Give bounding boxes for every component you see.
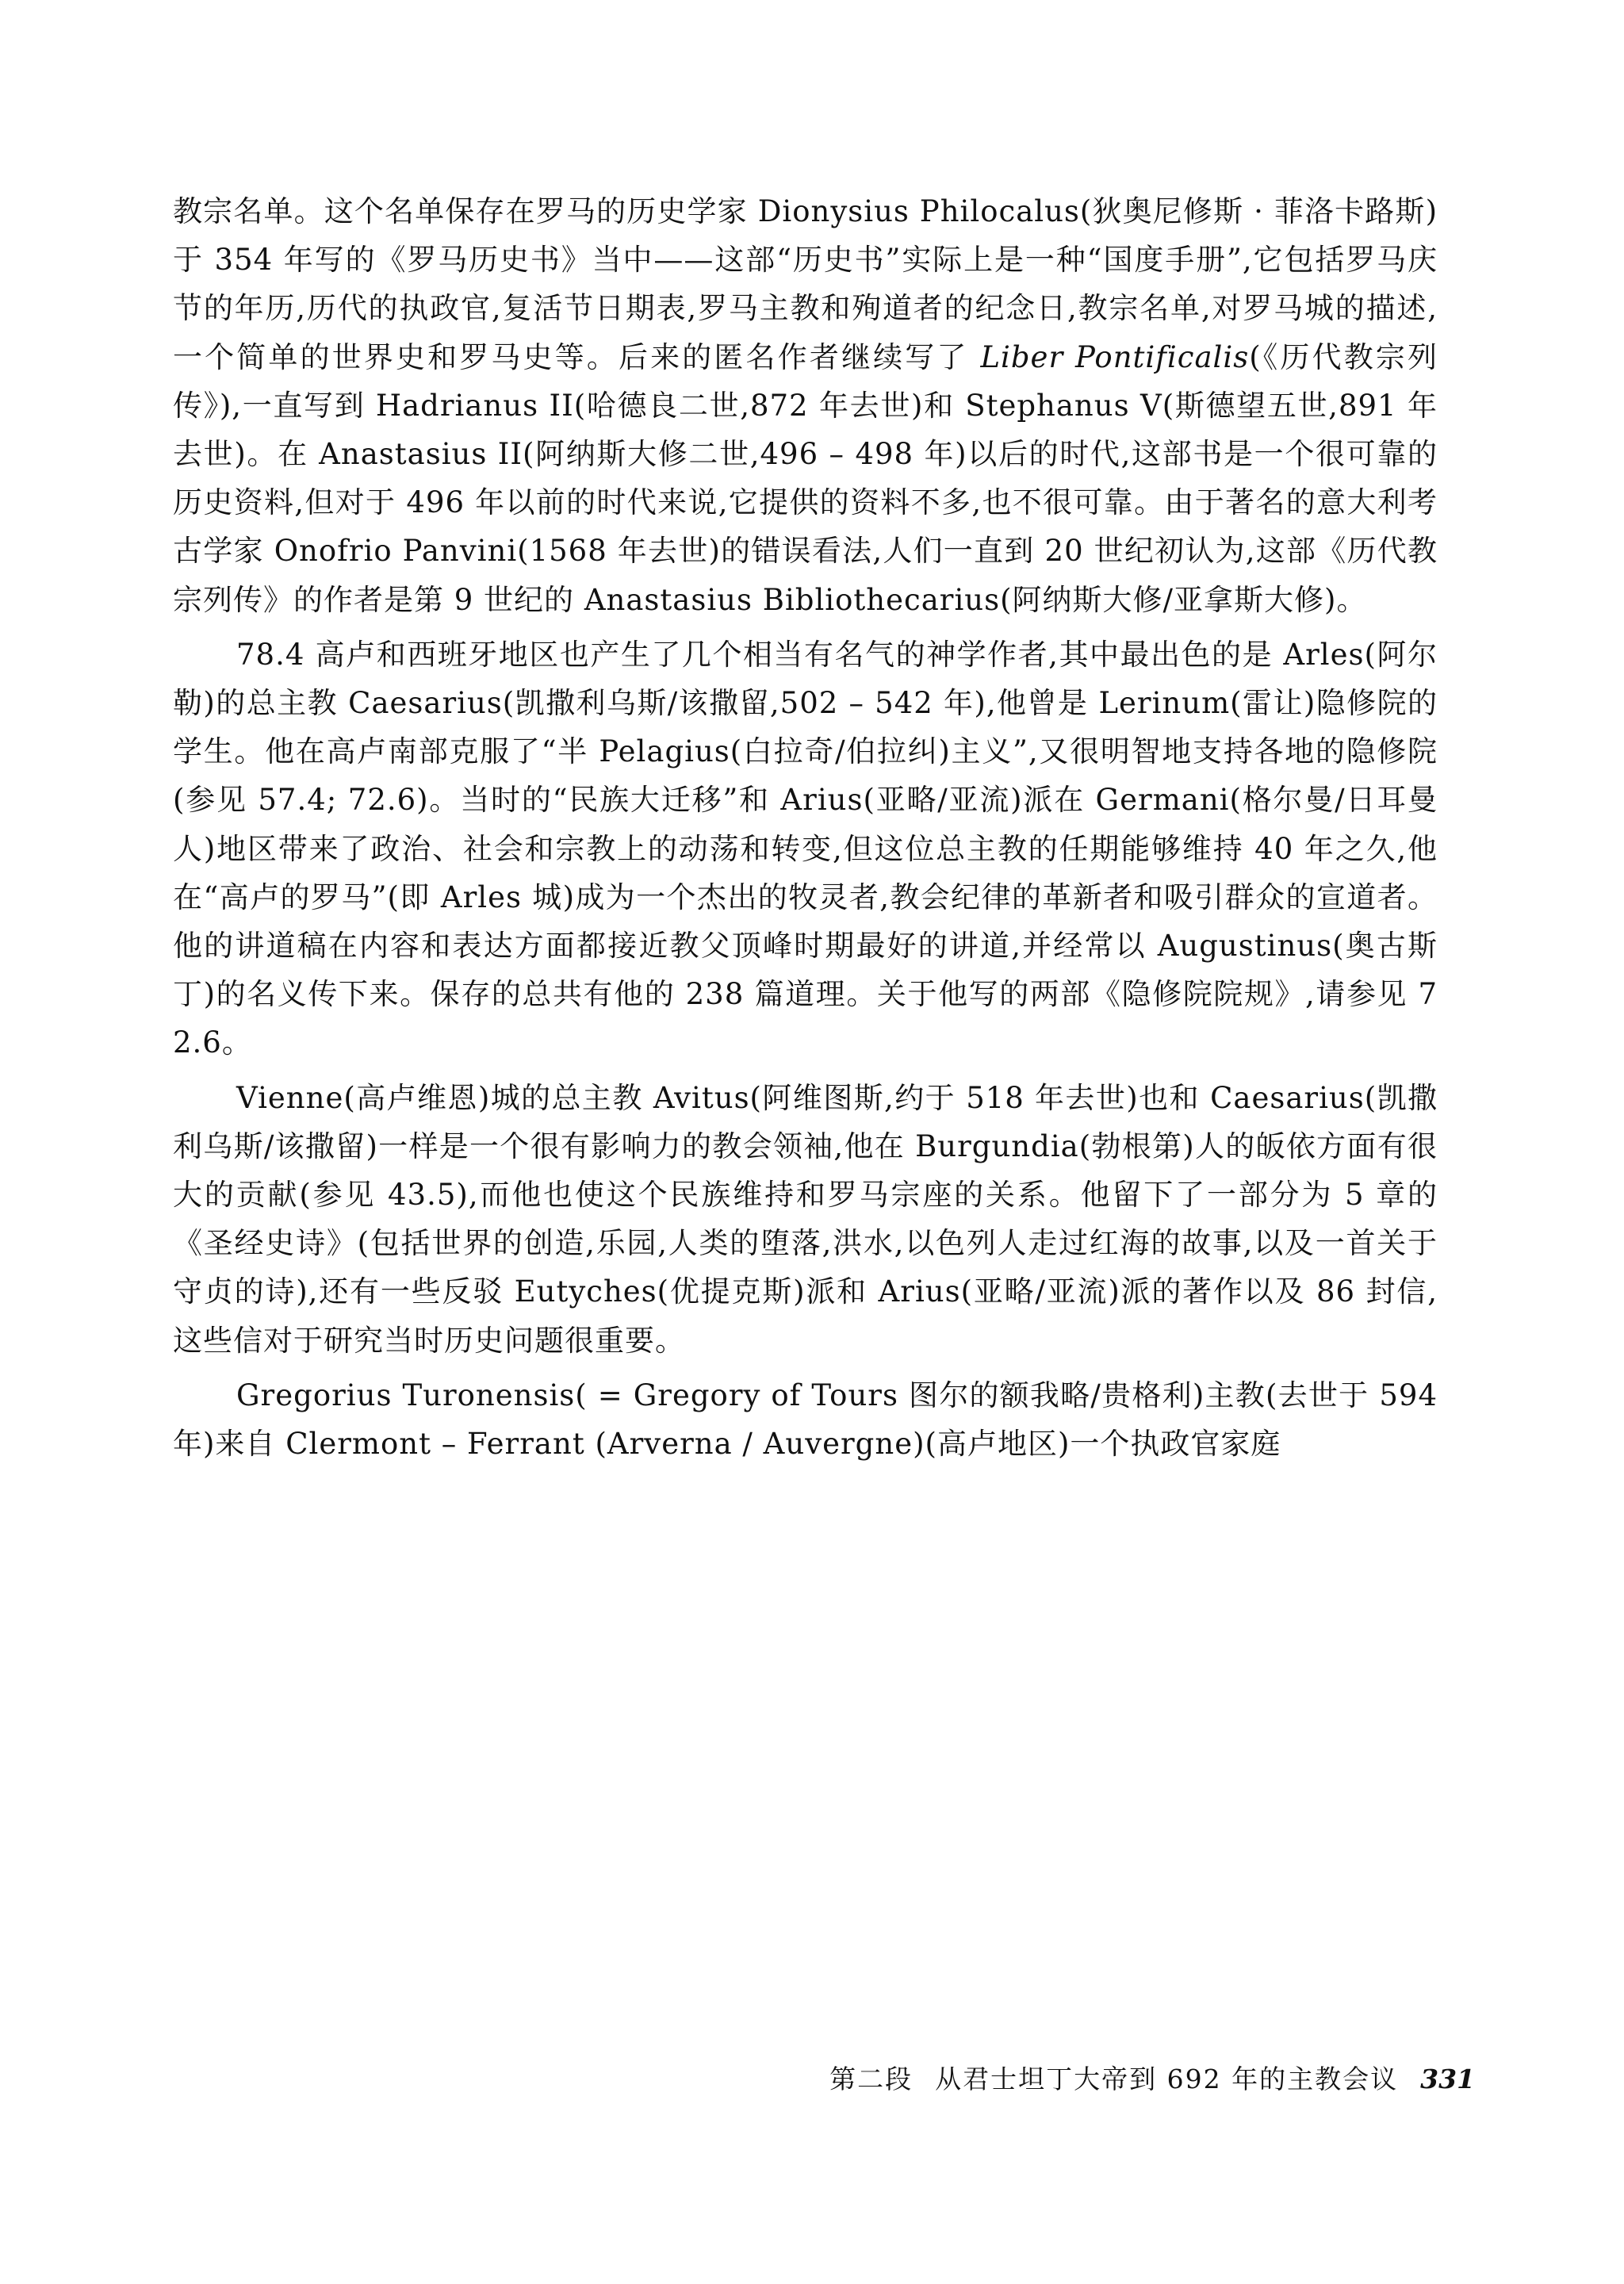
paragraph-continued [173,187,1438,624]
paragraph-1-text-b: (《历代教宗列传》),一直写到 Hadrianus II(哈德良二世,872 年去世)和 Stephanus V(斯德望五世,891 年去世)。在 Anastasius II(阿纳斯大修二世,496 – 498 年)以后的时代,这部书是一个很可靠的历史资料,但对于 496 年以前的时代来说,它提供的资料不多,也不很可靠。由于著名的意大利考古学家 Onofrio Panvini(1568 年去世)的错误看法,人们一直到 20 世纪初认为,这部《历代教宗列传》的作者是第 9 世纪的 Anastasius Bibliothecarius(阿纳斯大修/亚拿斯大修)。 [173,339,1438,617]
body-text [173,187,1438,1474]
page-number: 331 [1420,2064,1475,2094]
paragraph-gregorius: Gregorius Turonensis( = Gregory of Tours 图尔的额我略/贵格利)主教(去世于 594 年)来自 Clermont – Ferrant (Arverna / Auvergne)(高卢地区)一个执政官家庭 [173,1378,1438,1462]
book-title-italic: Liber Pontificalis [980,339,1250,374]
paragraph-1-text-a: 教宗名单。这个名单保存在罗马的历史学家 Dionysius Philocalus(狄奥尼修斯 · 菲洛卡路斯)于 354 年写的《罗马历史书》当中——这部“历史书”实际上是一种“国度手册”,它包括罗马庆节的年历,历代的执政官,复活节日期表,罗马主教和殉道者的纪念日,教宗名单,对罗马城的描述,一个简单的世界史和罗马史等。后来的匿名作者继续写了 [173,194,1438,374]
footer-section: 第二段 [829,2064,914,2094]
paragraph-avitus: Vienne(高卢维恩)城的总主教 Avitus(阿维图斯,约于 518 年去世)也和 Caesarius(凯撒利乌斯/该撒留)一样是一个很有影响力的教会领袖,他在 Burgundia(勃根第)人的皈依方面有很大的贡献(参见 43.5),而他也使这个民族维持和罗马宗座的关系。他留下了一部分为 5 章的《圣经史诗》(包括世界的创造,乐园,人类的堕落,洪水,以色列人走过红海的故事,以及一首关于守贞的诗),还有一些反驳 Eutyches(优提克斯)派和 Arius(亚略/亚流)派的著作以及 86 封信,这些信对于研究当时历史问题很重要。 [173,1080,1438,1358]
paragraph-78-4: 78.4 高卢和西班牙地区也产生了几个相当有名气的神学作者,其中最出色的是 Arles(阿尔勒)的总主教 Caesarius(凯撒利乌斯/该撒留,502 – 542 年),他曾是 Lerinum(雷让)隐修院的学生。他在高卢南部克服了“半 Pelagius(白拉奇/伯拉纠)主义”,又很明智地支持各地的隐修院(参见 57.4; 72.6)。当时的“民族大迁移”和 Arius(亚略/亚流)派在 Germani(格尔曼/日耳曼人)地区带来了政治、社会和宗教上的动荡和转变,但这位总主教的任期能够维持 40 年之久,他在“高卢的罗马”(即 Arles 城)成为一个杰出的牧灵者,教会纪律的革新者和吸引群众的宣道者。他的讲道稿在内容和表达方面都接近教父顶峰时期最好的讲道,并经常以 Augustinus(奥古斯丁)的名义传下来。保存的总共有他的 238 篇道理。关于他写的两部《隐修院院规》,请参见 72.6。 [173,637,1438,1060]
running-footer [777,2059,1475,2100]
footer-chapter-title: 从君士坦丁大帝到 692 年的主教会议 [935,2064,1399,2094]
